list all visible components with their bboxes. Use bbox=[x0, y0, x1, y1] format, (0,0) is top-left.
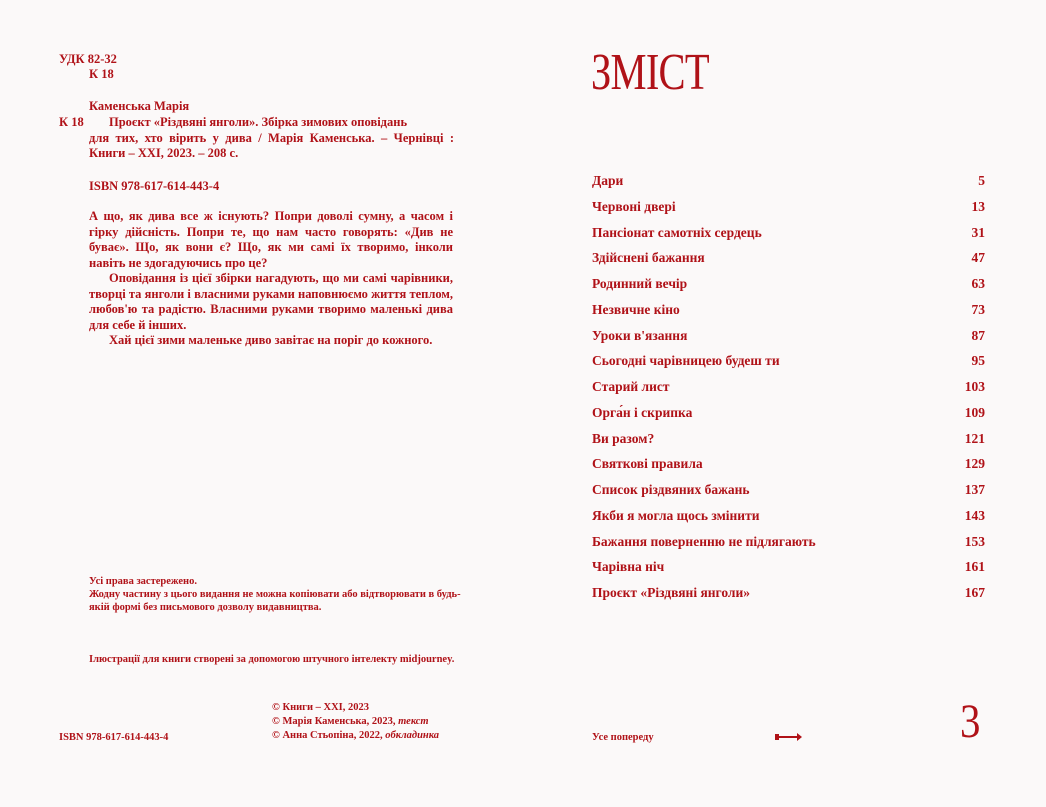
bib-rest: для тих, хто вірить у дива / Марія Каменська. – Чернівці : Книги – XXI, 2023. – 208 с. bbox=[89, 130, 454, 160]
toc-entry-page: 63 bbox=[971, 276, 985, 291]
toc-entry-page: 153 bbox=[964, 533, 985, 549]
toc-entry[interactable] bbox=[592, 377, 985, 403]
toc-entry-page: 5 bbox=[978, 173, 985, 188]
toc-entry-page: 129 bbox=[964, 456, 985, 472]
toc-entry[interactable] bbox=[592, 248, 985, 274]
table-of-contents bbox=[592, 171, 985, 609]
toc-entry-title: Ви разом? bbox=[592, 430, 655, 446]
toc-entry-title: Уроки в'язання bbox=[592, 327, 688, 343]
copyright-role: обкладинка bbox=[385, 730, 440, 741]
toc-entry-page: 121 bbox=[964, 430, 985, 446]
toc-entry-title: Незвичне кіно bbox=[592, 301, 680, 317]
toc-entry-title: Родинний вечір bbox=[592, 276, 688, 291]
toc-entry[interactable] bbox=[592, 197, 985, 223]
toc-entry-title: Здійснені бажання bbox=[592, 250, 705, 266]
toc-entry-title: Проєкт «Різдвяні янголи» bbox=[592, 585, 751, 600]
toc-entry-page: 47 bbox=[971, 250, 985, 266]
toc-entry-page: 109 bbox=[964, 404, 985, 420]
rights-line: Усі права застережено. bbox=[89, 576, 197, 587]
isbn-bottom: ISBN 978-617-614-443-4 bbox=[59, 732, 169, 743]
toc-entry-title: Сьогодні чарівницею будеш ти bbox=[592, 353, 780, 369]
toc-entry-title: Пансіонат самотніх сердець bbox=[592, 224, 762, 240]
toc-entry[interactable] bbox=[592, 583, 985, 609]
toc-entry-title: Червоні двері bbox=[592, 198, 676, 214]
copyright-line bbox=[272, 715, 439, 729]
footer-text: Усе попереду bbox=[592, 732, 654, 743]
udk-code: УДК 82-32 bbox=[59, 52, 117, 66]
annotation-paragraph: Хай цієї зими маленьке диво завітає на поріг до кожного. bbox=[109, 333, 433, 347]
copyright-block bbox=[272, 701, 439, 743]
author-mark-side: К 18 bbox=[59, 115, 84, 129]
toc-entry-title: Орга́н і скрипка bbox=[592, 404, 693, 420]
toc-entry[interactable] bbox=[592, 351, 985, 377]
toc-entry[interactable] bbox=[592, 454, 985, 480]
toc-entry-page: 73 bbox=[971, 301, 985, 317]
bibliographic-description bbox=[89, 115, 454, 162]
rights-line: Жодну частину з цього видання не можна копіювати або відтворювати в будь-якій формі без письмового дозволу видавництва. bbox=[89, 589, 461, 613]
toc-entry-title: Якби я могла щось змінити bbox=[592, 507, 760, 523]
bib-line-1: Проєкт «Різдвяні янголи». Збірка зимових оповідань bbox=[109, 115, 408, 129]
copyright-role: текст bbox=[398, 716, 429, 727]
toc-entry-title: Дари bbox=[592, 173, 624, 188]
page-number: 3 bbox=[960, 695, 981, 748]
toc-entry[interactable] bbox=[592, 171, 985, 197]
toc-entry-title: Список різдвяних бажань bbox=[592, 482, 750, 497]
toc-entry[interactable] bbox=[592, 557, 985, 583]
toc-entry[interactable] bbox=[592, 300, 985, 326]
toc-entry-page: 167 bbox=[964, 585, 985, 600]
toc-entry[interactable] bbox=[592, 403, 985, 429]
author-mark: К 18 bbox=[89, 67, 114, 81]
copyright-holder: © Марія Каменська, 2023, bbox=[272, 716, 399, 727]
toc-entry-page: 137 bbox=[964, 482, 985, 497]
toc-entry-title: Святкові правила bbox=[592, 456, 703, 472]
annotation-paragraph: А що, як дива все ж існують? Попри доволі сумну, а часом і гірку дійсність. Попри те, що нам часто говорять: «Див не буває». Що, як вони є? Що, як ми самі їх творимо, інколи навіть не здогадуючись про це? bbox=[89, 209, 453, 270]
toc-entry[interactable] bbox=[592, 223, 985, 249]
toc-entry[interactable] bbox=[592, 506, 985, 532]
toc-entry-page: 161 bbox=[964, 559, 985, 575]
toc-entry-page: 95 bbox=[971, 353, 985, 369]
contents-title: ЗМІСТ bbox=[591, 44, 709, 101]
toc-entry-page: 87 bbox=[971, 327, 985, 343]
toc-entry[interactable] bbox=[592, 532, 985, 558]
author-name: Каменська Марія bbox=[89, 99, 190, 113]
contents-page bbox=[523, 0, 1046, 807]
toc-entry[interactable] bbox=[592, 274, 985, 300]
toc-entry-page: 103 bbox=[964, 379, 985, 394]
annotation-paragraph: Оповідання із цієї збірки нагадують, що ми самі чарівники, творці та янголи і власними руками наповнюємо життя теплом, любов'ю та радістю. Власними руками творимо маленькі дива для себе й інших. bbox=[89, 271, 453, 332]
illustrations-note: Ілюстрації для книги створені за допомогою штучного інтелекту midjourney. bbox=[89, 654, 455, 665]
toc-entry[interactable] bbox=[592, 480, 985, 506]
toc-entry-page: 143 bbox=[964, 507, 985, 523]
toc-entry[interactable] bbox=[592, 429, 985, 455]
copyright-line bbox=[272, 729, 439, 743]
toc-entry-title: Старий лист bbox=[592, 379, 670, 394]
toc-entry[interactable] bbox=[592, 326, 985, 352]
rights-notice bbox=[89, 575, 461, 614]
toc-entry-page: 13 bbox=[971, 198, 985, 214]
copyright-line: © Книги – XXI, 2023 bbox=[272, 702, 370, 713]
copyright-holder: © Анна Стьопіна, 2022, bbox=[272, 730, 386, 741]
arrow-right-icon bbox=[777, 736, 799, 738]
toc-entry-title: Бажання поверненню не підлягають bbox=[592, 533, 816, 549]
toc-entry-page: 31 bbox=[971, 224, 985, 240]
isbn: ISBN 978-617-614-443-4 bbox=[89, 179, 220, 193]
annotation bbox=[89, 209, 453, 349]
toc-entry-title: Чарівна ніч bbox=[592, 559, 665, 575]
